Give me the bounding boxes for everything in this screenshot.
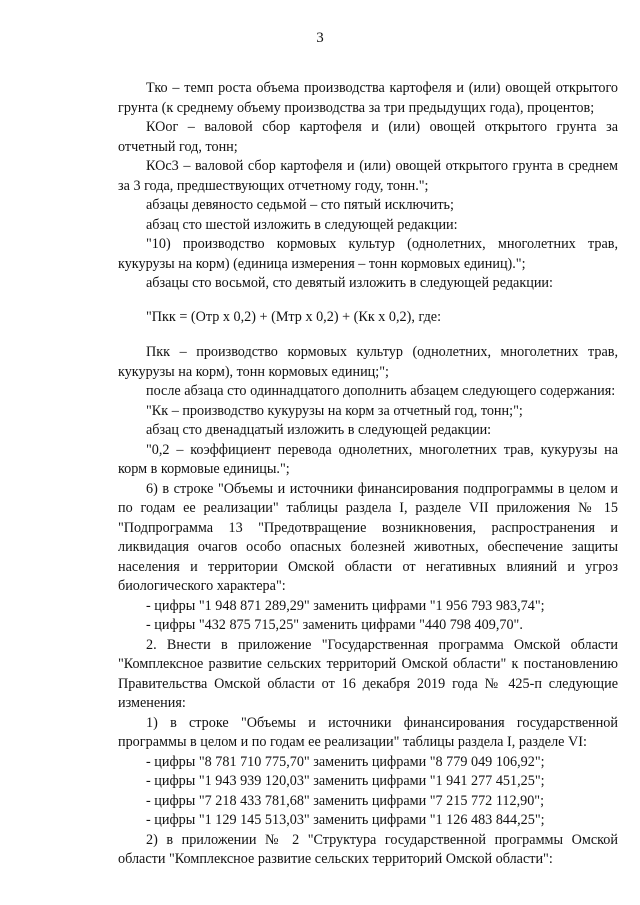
paragraph-item-2: 2) в приложении № 2 "Структура государственной программы Омской области "Комплексное развитие сельских территорий Омской области":	[118, 831, 618, 867]
page-number: 3	[316, 30, 324, 46]
paragraph-item-1: 1) в строке "Объемы и источники финансирования государственной программы в целом и по годам ее реализации" таблицы раздела I, разделе VI:	[118, 714, 618, 750]
paragraph-replace-6: - цифры "1 129 145 513,03" заменить цифрами "1 126 483 844,25";	[146, 812, 545, 828]
paragraph-after-111: после абзаца сто одиннадцатого дополнить абзацем следующего содержания:	[146, 383, 616, 399]
formula-pkk: "Пкк = (Отр х 0,2) + (Мтр х 0,2) + (Кк х 0,2), где:	[146, 308, 442, 325]
paragraph-exclude-97-105: абзацы девяносто седьмой – сто пятый исключить;	[146, 197, 454, 213]
paragraph-coefficient: "0,2 – коэффициент перевода однолетних, многолетних трав, кукурузы на корм в кормовые единицы.";	[118, 441, 618, 477]
paragraph-section-2: 2. Внести в приложение "Государственная программа Омской области "Комплексное развитие сельских территорий Омской области" к постановлению Правительства Омской области от 16 декабря 2019 года № 425-п следующие изменения:	[118, 636, 618, 711]
paragraph-106-edit: абзац сто шестой изложить в следующей редакции:	[146, 216, 458, 233]
paragraph-pkk-definition: Пкк – производство кормовых культур (однолетних, многолетних трав, кукурузы на корм), тонн кормовых единиц;";	[118, 344, 618, 380]
paragraph-replace-3: - цифры "8 781 710 775,70" заменить цифрами "8 779 049 106,92";	[146, 753, 545, 770]
paragraph-item-6: 6) в строке "Объемы и источники финансирования подпрограммы в целом и по годам ее реализации" таблицы раздела I, разделе VII приложения № 15 "Подпрограмма 13 "Предотвращение возникновения, распространения и ликвидация очагов особо опасных болезней животных, обеспечение защиты населения и территории Омской области от негативных влияний и угроз биологического характера":	[118, 480, 618, 594]
paragraph-replace-5: - цифры "7 218 433 781,68" заменить цифрами "7 215 772 112,90";	[146, 792, 545, 809]
document-body	[118, 79, 618, 870]
paragraph-kos3-definition: КОс3 – валовой сбор картофеля и (или) овощей открытого грунта в среднем за 3 года, предшествующих отчетному году, тонн.";	[118, 158, 618, 194]
paragraph-item-10: "10) производство кормовых культур (однолетних, многолетних трав, кукурузы на корм) (единица измерения – тонн кормовых единиц).";	[118, 236, 618, 272]
paragraph-108-109-edit: абзацы сто восьмой, сто девятый изложить в следующей редакции:	[146, 275, 553, 291]
paragraph-replace-1: - цифры "1 948 871 289,29" заменить цифрами "1 956 793 983,74";	[146, 597, 545, 614]
paragraph-koog-definition: КОог – валовой сбор картофеля и (или) овощей открытого грунта за отчетный год, тонн;	[118, 119, 618, 155]
paragraph-112-edit: абзац сто двенадцатый изложить в следующей редакции:	[146, 422, 492, 438]
paragraph-tko-definition: Тко – темп роста объема производства картофеля и (или) овощей открытого грунта (к среднему объему производства за три предыдущих года), процентов;	[118, 80, 618, 116]
paragraph-replace-2: - цифры "432 875 715,25" заменить цифрами "440 798 409,70".	[146, 617, 523, 633]
paragraph-kk-definition: "Кк – производство кукурузы на корм за отчетный год, тонн;";	[146, 402, 523, 419]
paragraph-replace-4: - цифры "1 943 939 120,03" заменить цифрами "1 941 277 451,25";	[146, 773, 545, 789]
